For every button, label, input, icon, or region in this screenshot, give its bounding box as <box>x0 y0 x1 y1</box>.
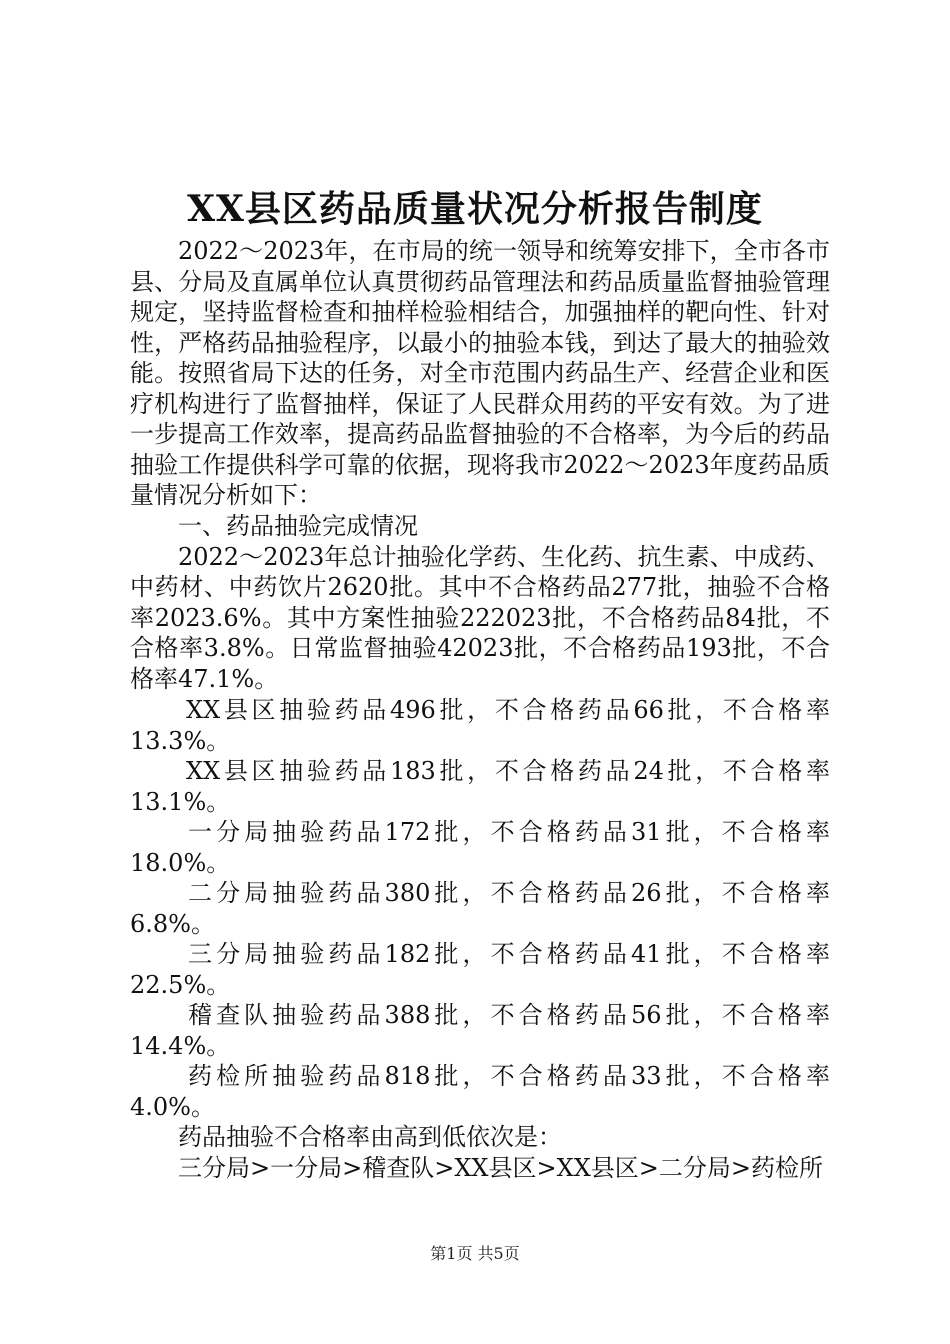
stat-line: 三分局抽验药品182批，不合格药品41批，不合格率 <box>188 940 830 968</box>
intro-paragraph: 2022～2023年，在市局的统一领导和统筹安排下，全市各市县、分局及直属单位认真贯彻药品管理法和药品质量监督抽验管理规定，坚持监督检查和抽样检验相结合，加强抽样的靶向性、针对性，严格药品抽验程序，以最小的抽验本钱，到达了最大的抽验效能。按照省局下达的任务，对全市范围内药品生产、经营企业和医疗机构进行了监督抽样，保证了人民群众用药的平安有效。为了进一步提高工作效率，提高药品监督抽验的不合格率，为今后的药品抽验工作提供科学可靠的依据，现将我市2022～2023年度药品质量情况分析如下： <box>130 237 830 509</box>
stat-line: XX县区抽验药品496批，不合格药品66批，不合格率 <box>186 696 830 724</box>
stat-rate: 18.0%。 <box>130 848 231 877</box>
section-block <box>130 511 830 694</box>
ranking-label: 药品抽验不合格率由高到低依次是： <box>178 1123 562 1151</box>
document-title: XX县区药品质量状况分析报告制度 <box>187 188 763 230</box>
stat-line: 一分局抽验药品172批，不合格药品31批，不合格率 <box>188 818 830 846</box>
stat-rate: 22.5%。 <box>130 970 231 999</box>
stat-item <box>130 1000 830 1061</box>
stat-item <box>130 878 830 939</box>
stat-rate: 14.4%。 <box>130 1031 231 1060</box>
stat-item <box>130 1061 830 1122</box>
stat-rate: 13.1%。 <box>130 787 231 816</box>
stat-line: 药检所抽验药品818批，不合格药品33批，不合格率 <box>188 1062 830 1090</box>
stat-rate: 13.3%。 <box>130 726 231 755</box>
stat-item <box>130 756 830 817</box>
stat-item <box>130 695 830 756</box>
stat-line: 稽查队抽验药品388批，不合格药品56批，不合格率 <box>188 1001 830 1029</box>
ranking-order: 三分局>一分局>稽查队>XX县区>XX县区>二分局>药检所 <box>178 1154 823 1182</box>
stat-line: XX县区抽验药品183批，不合格药品24批，不合格率 <box>186 757 830 785</box>
stat-item <box>130 817 830 878</box>
stat-item <box>130 939 830 1000</box>
section-heading: 一、药品抽验完成情况 <box>178 512 418 540</box>
intro-block <box>130 236 830 511</box>
stat-rate: 4.0%。 <box>130 1092 215 1121</box>
stat-line: 二分局抽验药品380批，不合格药品26批，不合格率 <box>188 879 830 907</box>
stat-rate: 6.8%。 <box>130 909 215 938</box>
page-footer: 第1页 共5页 <box>430 1244 520 1263</box>
summary-paragraph: 2022～2023年总计抽验化学药、生化药、抗生素、中成药、中药材、中药饮片2620批。其中不合格药品277批，抽验不合格率2023.6%。其中方案性抽验222023批，不合格药品84批，不合格率3.8%。日常监督抽验42023批，不合格药品193批，不合格率47.1%。 <box>130 542 830 693</box>
